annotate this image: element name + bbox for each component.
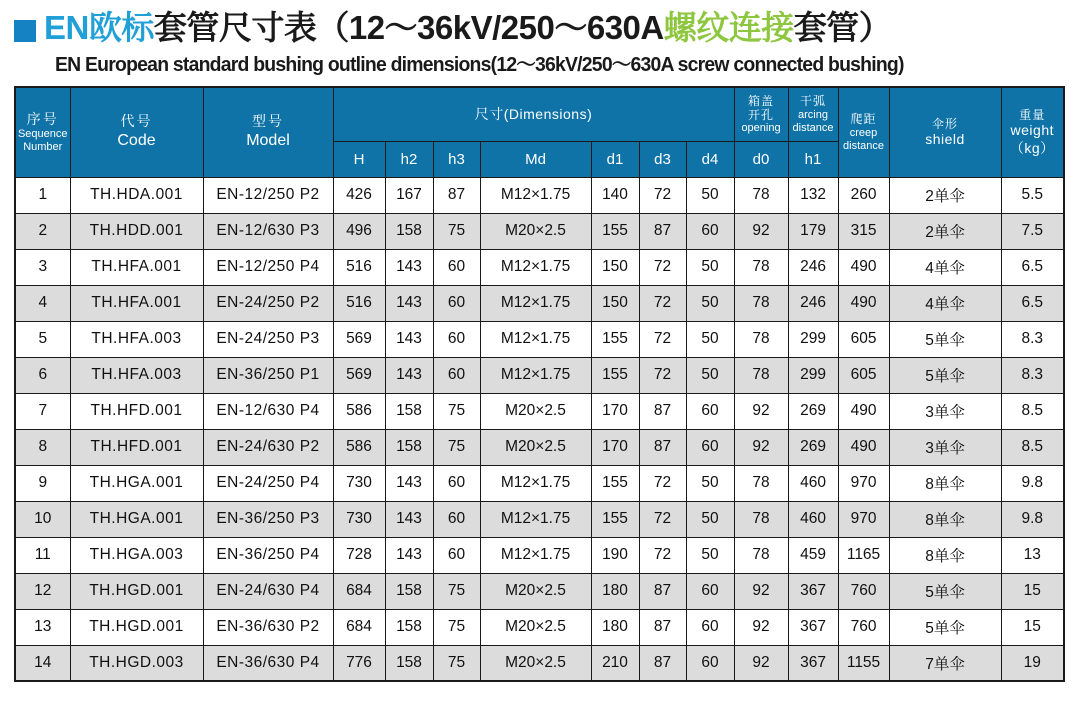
col-arcing: 干弧 arcing distance xyxy=(788,87,838,141)
table-cell: 150 xyxy=(591,285,639,321)
table-cell: 155 xyxy=(591,321,639,357)
table-cell: 8.3 xyxy=(1001,321,1064,357)
table-cell: 9.8 xyxy=(1001,465,1064,501)
table-body xyxy=(15,177,1064,681)
table-cell: TH.HGA.001 xyxy=(70,501,203,537)
table-cell: M12×1.75 xyxy=(480,249,591,285)
table-cell: 60 xyxy=(686,645,734,681)
table-cell: 158 xyxy=(385,609,433,645)
table-cell: 60 xyxy=(433,249,480,285)
table-cell: EN-24/250 P2 xyxy=(203,285,333,321)
table-cell: 92 xyxy=(734,609,788,645)
table-cell: M20×2.5 xyxy=(480,645,591,681)
table-cell: 155 xyxy=(591,501,639,537)
table-cell: 87 xyxy=(639,573,686,609)
table-cell: 87 xyxy=(639,645,686,681)
table-cell: 459 xyxy=(788,537,838,573)
table-cell: M12×1.75 xyxy=(480,177,591,213)
table-cell: 72 xyxy=(639,465,686,501)
table-cell: 72 xyxy=(639,321,686,357)
table-row xyxy=(15,249,1064,285)
table-cell: 9 xyxy=(15,465,70,501)
table-cell: EN-12/250 P2 xyxy=(203,177,333,213)
table-cell: 516 xyxy=(333,249,385,285)
table-cell: EN-12/630 P3 xyxy=(203,213,333,249)
table-cell: 72 xyxy=(639,357,686,393)
table-cell: EN-12/250 P4 xyxy=(203,249,333,285)
col-d1: d1 xyxy=(591,141,639,177)
table-cell: TH.HFA.003 xyxy=(70,321,203,357)
table-cell: 970 xyxy=(838,465,889,501)
table-cell: 260 xyxy=(838,177,889,213)
table-cell: 8.3 xyxy=(1001,357,1064,393)
table-cell: 605 xyxy=(838,357,889,393)
table-cell: 72 xyxy=(639,177,686,213)
table-cell: 72 xyxy=(639,537,686,573)
table-cell: 11 xyxy=(15,537,70,573)
table-cell: 87 xyxy=(433,177,480,213)
table-cell: 60 xyxy=(433,357,480,393)
table-cell: 19 xyxy=(1001,645,1064,681)
table-cell: M20×2.5 xyxy=(480,213,591,249)
table-cell: 155 xyxy=(591,213,639,249)
table-cell: 132 xyxy=(788,177,838,213)
table-cell: M20×2.5 xyxy=(480,393,591,429)
table-cell: 92 xyxy=(734,213,788,249)
table-cell: 7单伞 xyxy=(889,645,1001,681)
table-cell: TH.HFA.003 xyxy=(70,357,203,393)
table-cell: TH.HDD.001 xyxy=(70,213,203,249)
table-cell: 3单伞 xyxy=(889,429,1001,465)
table-cell: 50 xyxy=(686,177,734,213)
table-cell: 60 xyxy=(433,321,480,357)
table-cell: 1 xyxy=(15,177,70,213)
table-cell: 72 xyxy=(639,249,686,285)
table-cell: 143 xyxy=(385,501,433,537)
table-cell: 158 xyxy=(385,645,433,681)
table-cell: 3 xyxy=(15,249,70,285)
table-header xyxy=(15,87,1064,177)
col-d0: d0 xyxy=(734,141,788,177)
table-row xyxy=(15,573,1064,609)
table-cell: 569 xyxy=(333,357,385,393)
table-cell: 15 xyxy=(1001,573,1064,609)
title-row xyxy=(14,10,1062,46)
table-cell: 75 xyxy=(433,573,480,609)
table-cell: M12×1.75 xyxy=(480,357,591,393)
col-opening: 箱盖 开孔 opening xyxy=(734,87,788,141)
table-cell: 6.5 xyxy=(1001,285,1064,321)
table-cell: 158 xyxy=(385,393,433,429)
table-cell: 60 xyxy=(686,429,734,465)
table-cell: 180 xyxy=(591,573,639,609)
table-cell: 367 xyxy=(788,573,838,609)
table-cell: 15 xyxy=(1001,609,1064,645)
table-cell: 970 xyxy=(838,501,889,537)
table-cell: 60 xyxy=(686,393,734,429)
table-cell: 246 xyxy=(788,249,838,285)
table-cell: 299 xyxy=(788,357,838,393)
table-cell: 158 xyxy=(385,213,433,249)
table-cell: 72 xyxy=(639,501,686,537)
table-cell: 1165 xyxy=(838,537,889,573)
col-h3: h3 xyxy=(433,141,480,177)
table-cell: 460 xyxy=(788,465,838,501)
table-cell: 1155 xyxy=(838,645,889,681)
table-cell: 7.5 xyxy=(1001,213,1064,249)
table-cell: EN-36/250 P3 xyxy=(203,501,333,537)
table-cell: EN-24/250 P4 xyxy=(203,465,333,501)
table-cell: 586 xyxy=(333,393,385,429)
table-cell: 170 xyxy=(591,393,639,429)
table-cell: 60 xyxy=(433,465,480,501)
table-cell: 5 xyxy=(15,321,70,357)
table-cell: 684 xyxy=(333,609,385,645)
table-cell: 158 xyxy=(385,573,433,609)
table-cell: 8.5 xyxy=(1001,393,1064,429)
table-cell: 75 xyxy=(433,429,480,465)
table-cell: 5单伞 xyxy=(889,573,1001,609)
table-cell: TH.HGD.003 xyxy=(70,645,203,681)
table-cell: 6.5 xyxy=(1001,249,1064,285)
table-row xyxy=(15,645,1064,681)
table-cell: 78 xyxy=(734,465,788,501)
table-cell: 92 xyxy=(734,429,788,465)
col-Md: Md xyxy=(480,141,591,177)
table-cell: EN-24/250 P3 xyxy=(203,321,333,357)
table-row xyxy=(15,321,1064,357)
col-creep: 爬距 creep distance xyxy=(838,87,889,177)
page-subtitle: EN European standard bushing outline dimensions(12～36kV/250～630A screw connected bushing) xyxy=(55,54,904,77)
table-cell: 190 xyxy=(591,537,639,573)
table-cell: 78 xyxy=(734,357,788,393)
table-cell: 4单伞 xyxy=(889,285,1001,321)
table-cell: EN-24/630 P4 xyxy=(203,573,333,609)
table-cell: 490 xyxy=(838,393,889,429)
table-row xyxy=(15,429,1064,465)
table-cell: 155 xyxy=(591,357,639,393)
title-segment-black1: 套管尺寸表（12～36kV/250～630A xyxy=(153,9,664,46)
table-cell: 426 xyxy=(333,177,385,213)
table-cell: 87 xyxy=(639,609,686,645)
col-model: 型号 Model xyxy=(203,87,333,177)
table-row xyxy=(15,177,1064,213)
table-cell: 78 xyxy=(734,285,788,321)
table-cell: 87 xyxy=(639,213,686,249)
table-cell: 516 xyxy=(333,285,385,321)
table-cell: 10 xyxy=(15,501,70,537)
table-cell: 75 xyxy=(433,393,480,429)
table-cell: 87 xyxy=(639,429,686,465)
table-cell: 490 xyxy=(838,249,889,285)
table-cell: 78 xyxy=(734,177,788,213)
table-cell: 143 xyxy=(385,357,433,393)
col-h2: h2 xyxy=(385,141,433,177)
table-cell: 60 xyxy=(433,537,480,573)
col-H: H xyxy=(333,141,385,177)
table-cell: 730 xyxy=(333,501,385,537)
table-cell: 92 xyxy=(734,645,788,681)
table-cell: TH.HGD.001 xyxy=(70,609,203,645)
table-cell: 180 xyxy=(591,609,639,645)
table-cell: 78 xyxy=(734,537,788,573)
table-cell: M20×2.5 xyxy=(480,429,591,465)
table-cell: 367 xyxy=(788,609,838,645)
col-h1: h1 xyxy=(788,141,838,177)
bullet-square-icon xyxy=(14,20,36,42)
table-cell: M20×2.5 xyxy=(480,573,591,609)
table-row xyxy=(15,537,1064,573)
table-cell: EN-36/250 P4 xyxy=(203,537,333,573)
table-cell: 730 xyxy=(333,465,385,501)
table-cell: 75 xyxy=(433,213,480,249)
table-cell: TH.HGA.003 xyxy=(70,537,203,573)
table-cell: 8 xyxy=(15,429,70,465)
table-cell: 155 xyxy=(591,465,639,501)
page-title xyxy=(44,10,891,46)
table-cell: 50 xyxy=(686,249,734,285)
table-cell: 13 xyxy=(15,609,70,645)
table-cell: 158 xyxy=(385,429,433,465)
table-cell: 60 xyxy=(686,609,734,645)
table-cell: 50 xyxy=(686,537,734,573)
table-cell: 78 xyxy=(734,321,788,357)
table-cell: 210 xyxy=(591,645,639,681)
table-cell: 75 xyxy=(433,645,480,681)
table-cell: 143 xyxy=(385,249,433,285)
table-cell: 4单伞 xyxy=(889,249,1001,285)
table-cell: 8单伞 xyxy=(889,537,1001,573)
table-row xyxy=(15,393,1064,429)
title-segment-blue: EN欧标 xyxy=(44,9,154,46)
table-cell: EN-36/630 P4 xyxy=(203,645,333,681)
page-header xyxy=(0,0,1076,77)
table-cell: 605 xyxy=(838,321,889,357)
table-cell: 50 xyxy=(686,285,734,321)
table-cell: 569 xyxy=(333,321,385,357)
table-cell: 167 xyxy=(385,177,433,213)
table-cell: EN-36/250 P1 xyxy=(203,357,333,393)
table-cell: 60 xyxy=(433,501,480,537)
table-cell: M20×2.5 xyxy=(480,609,591,645)
table-cell: 5.5 xyxy=(1001,177,1064,213)
title-segment-green: 螺纹连接 xyxy=(663,9,794,46)
col-d3: d3 xyxy=(639,141,686,177)
table-cell: 60 xyxy=(433,285,480,321)
table-cell: M12×1.75 xyxy=(480,537,591,573)
table-row xyxy=(15,609,1064,645)
table-cell: EN-12/630 P4 xyxy=(203,393,333,429)
table-row xyxy=(15,357,1064,393)
table-cell: 2单伞 xyxy=(889,177,1001,213)
table-cell: M12×1.75 xyxy=(480,285,591,321)
col-sequence: 序号 Sequence Number xyxy=(15,87,70,177)
table-cell: 776 xyxy=(333,645,385,681)
table-cell: 460 xyxy=(788,501,838,537)
table-row xyxy=(15,501,1064,537)
table-cell: 140 xyxy=(591,177,639,213)
table-cell: 143 xyxy=(385,285,433,321)
table-cell: 92 xyxy=(734,393,788,429)
table-cell: M12×1.75 xyxy=(480,465,591,501)
table-cell: 269 xyxy=(788,429,838,465)
table-cell: 760 xyxy=(838,573,889,609)
table-row xyxy=(15,285,1064,321)
col-weight: 重量 weight （kg） xyxy=(1001,87,1064,177)
table-cell: 8单伞 xyxy=(889,501,1001,537)
table-cell: TH.HGD.001 xyxy=(70,573,203,609)
table-cell: 8.5 xyxy=(1001,429,1064,465)
table-cell: 50 xyxy=(686,501,734,537)
table-cell: 490 xyxy=(838,285,889,321)
table-cell: 2 xyxy=(15,213,70,249)
table-cell: EN-24/630 P2 xyxy=(203,429,333,465)
table-cell: 2单伞 xyxy=(889,213,1001,249)
table-cell: TH.HFA.001 xyxy=(70,285,203,321)
table-cell: 684 xyxy=(333,573,385,609)
table-cell: 728 xyxy=(333,537,385,573)
table-cell: 60 xyxy=(686,213,734,249)
table-cell: 50 xyxy=(686,357,734,393)
table-cell: 50 xyxy=(686,465,734,501)
table-cell: 7 xyxy=(15,393,70,429)
table-cell: 75 xyxy=(433,609,480,645)
col-group-dimensions: 尺寸(Dimensions) xyxy=(333,87,734,141)
table-cell: 92 xyxy=(734,573,788,609)
table-cell: 50 xyxy=(686,321,734,357)
table-cell: TH.HFD.001 xyxy=(70,393,203,429)
table-cell: 179 xyxy=(788,213,838,249)
table-cell: 78 xyxy=(734,501,788,537)
table-cell: 8单伞 xyxy=(889,465,1001,501)
table-cell: 586 xyxy=(333,429,385,465)
table-cell: 143 xyxy=(385,321,433,357)
table-cell: 760 xyxy=(838,609,889,645)
table-cell: TH.HFD.001 xyxy=(70,429,203,465)
col-shield: 伞形 shield xyxy=(889,87,1001,177)
table-cell: TH.HGA.001 xyxy=(70,465,203,501)
table-cell: 3单伞 xyxy=(889,393,1001,429)
table-cell: TH.HDA.001 xyxy=(70,177,203,213)
table-cell: 60 xyxy=(686,573,734,609)
table-cell: 367 xyxy=(788,645,838,681)
table-cell: 87 xyxy=(639,393,686,429)
table-cell: 496 xyxy=(333,213,385,249)
table-cell: 299 xyxy=(788,321,838,357)
table-row xyxy=(15,213,1064,249)
table-cell: TH.HFA.001 xyxy=(70,249,203,285)
table-cell: 143 xyxy=(385,537,433,573)
table-cell: 170 xyxy=(591,429,639,465)
table-cell: 5单伞 xyxy=(889,357,1001,393)
col-d4: d4 xyxy=(686,141,734,177)
table-cell: M12×1.75 xyxy=(480,321,591,357)
table-cell: 5单伞 xyxy=(889,321,1001,357)
table-cell: 12 xyxy=(15,573,70,609)
table-cell: 72 xyxy=(639,285,686,321)
table-cell: 4 xyxy=(15,285,70,321)
table-cell: 13 xyxy=(1001,537,1064,573)
col-code: 代号 Code xyxy=(70,87,203,177)
table-cell: 143 xyxy=(385,465,433,501)
dimensions-table xyxy=(14,86,1065,682)
table-cell: 490 xyxy=(838,429,889,465)
table-cell: 78 xyxy=(734,249,788,285)
table-cell: M12×1.75 xyxy=(480,501,591,537)
table-cell: 9.8 xyxy=(1001,501,1064,537)
table-cell: 14 xyxy=(15,645,70,681)
table-cell: 315 xyxy=(838,213,889,249)
title-segment-black2: 套管） xyxy=(793,9,892,46)
table-cell: 246 xyxy=(788,285,838,321)
table-cell: 6 xyxy=(15,357,70,393)
table-cell: EN-36/630 P2 xyxy=(203,609,333,645)
table-row xyxy=(15,465,1064,501)
table-cell: 5单伞 xyxy=(889,609,1001,645)
table-cell: 150 xyxy=(591,249,639,285)
table-cell: 269 xyxy=(788,393,838,429)
